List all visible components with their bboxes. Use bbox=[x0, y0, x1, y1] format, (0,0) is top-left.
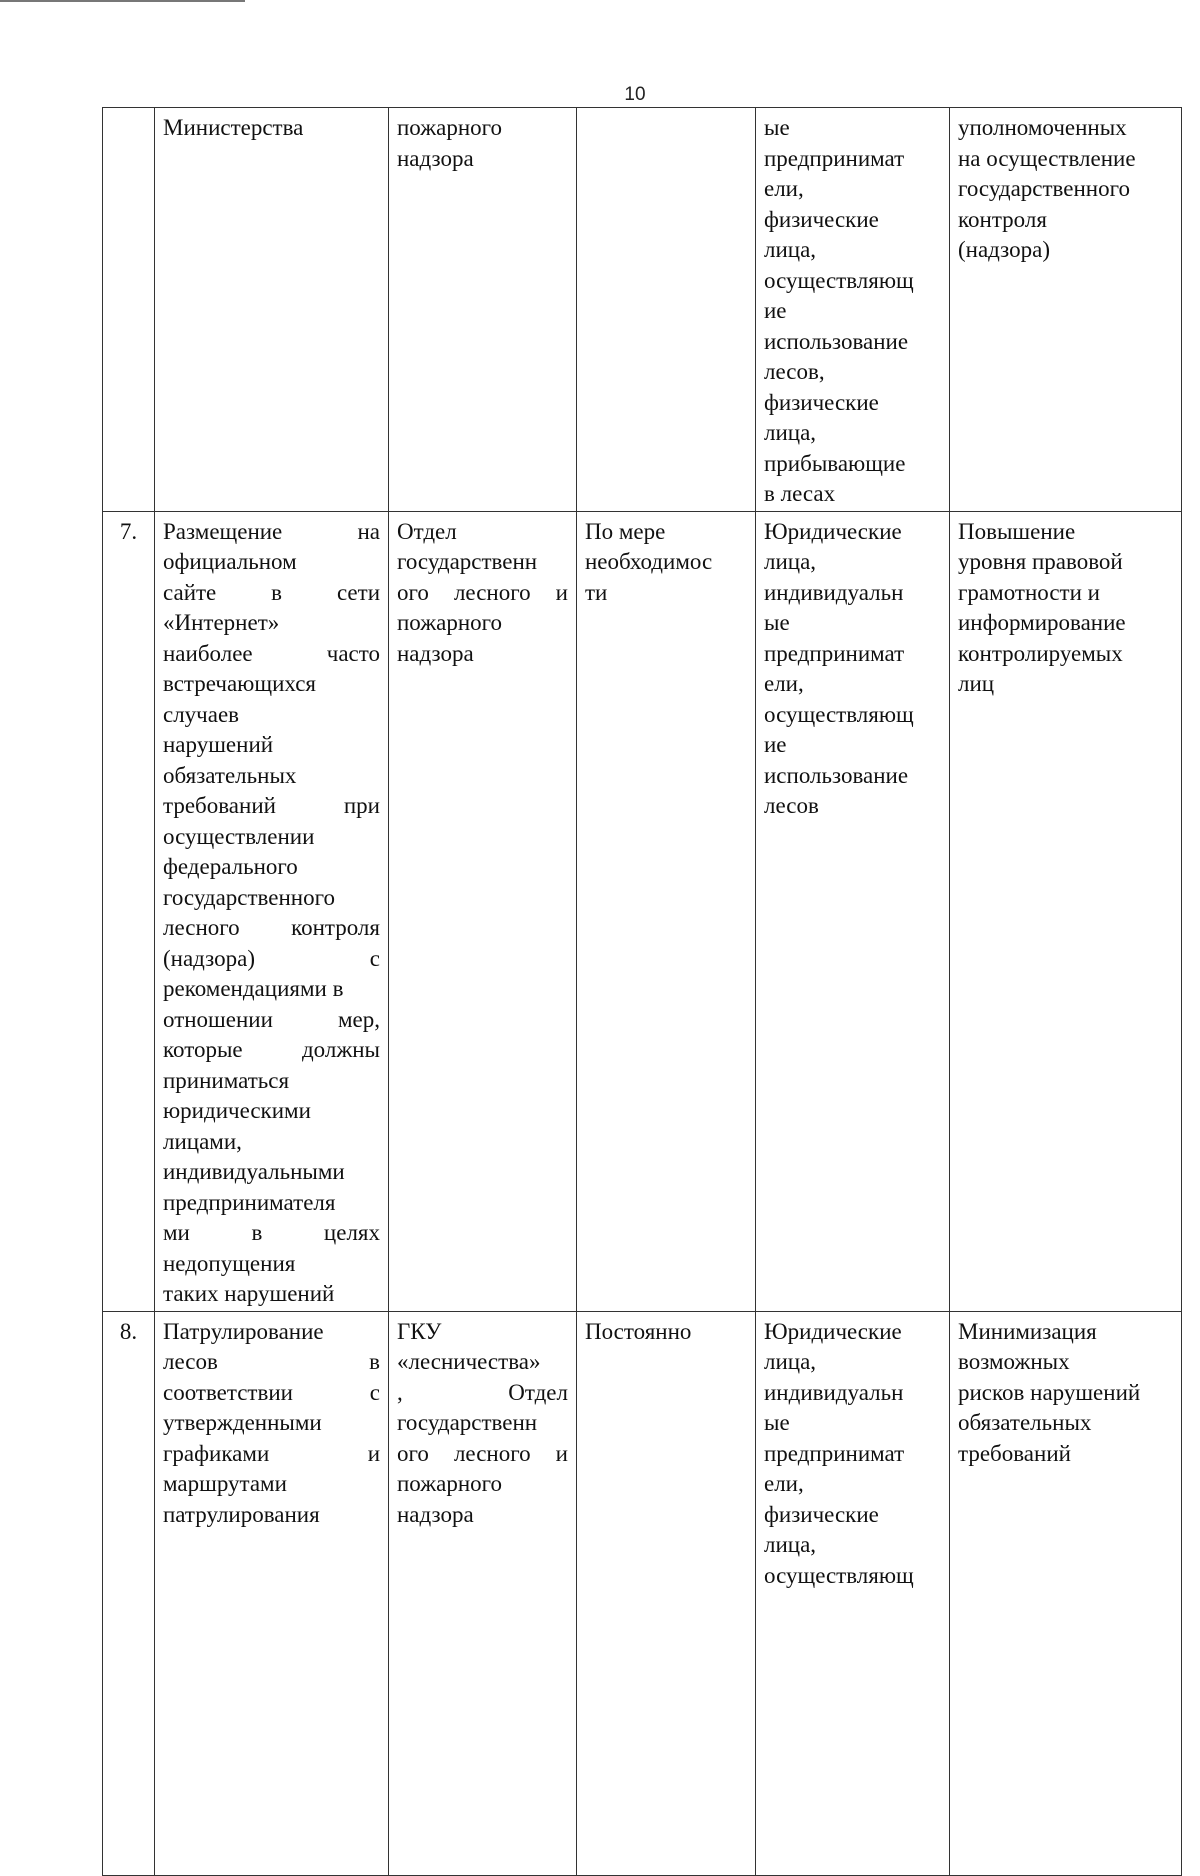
cell-text-line: ие bbox=[764, 298, 787, 323]
cell-text-line: лица, bbox=[764, 237, 817, 262]
cell-activity bbox=[155, 108, 389, 512]
cell-text-line: государственного bbox=[958, 176, 1130, 201]
scan-edge-mark bbox=[0, 0, 245, 2]
cell-text-line: пожарного bbox=[397, 1471, 503, 1496]
cell-text-line: сайте в сети bbox=[163, 579, 380, 605]
cell-activity bbox=[155, 1311, 389, 1875]
cell-text-line: Отдел bbox=[397, 518, 457, 544]
cell-text-line: приниматься bbox=[163, 1067, 290, 1093]
cell-result bbox=[950, 1311, 1182, 1875]
cell-number bbox=[103, 511, 155, 1311]
cell-text-line: в лесах bbox=[764, 481, 836, 506]
cell-text-line: использование bbox=[764, 328, 909, 354]
cell-text-line: надзора bbox=[397, 1501, 474, 1527]
cell-text-line: осуществляющ bbox=[764, 701, 914, 727]
cell-responsible bbox=[389, 1311, 577, 1875]
cell-text-line: лица, bbox=[764, 549, 817, 574]
cell-text-line: соответствии с bbox=[163, 1379, 380, 1405]
cell-text-line: государственн bbox=[397, 549, 538, 574]
cell-text-line: ые bbox=[764, 115, 790, 140]
cell-number bbox=[103, 108, 155, 512]
cell-text-line: пожарного bbox=[397, 115, 503, 140]
cell-text-line: , Отдел bbox=[397, 1379, 568, 1405]
cell-text-line: ми в целях bbox=[163, 1220, 380, 1245]
cell-text-line: (надзора) с bbox=[163, 945, 380, 971]
cell-text-line: необходимос bbox=[585, 549, 713, 574]
cell-text-line: (надзора) bbox=[958, 237, 1050, 262]
cell-text-line: лица, bbox=[764, 1349, 817, 1374]
cell-text-line: лицами, bbox=[163, 1128, 242, 1154]
cell-text-line: таких нарушений bbox=[163, 1281, 335, 1306]
cell-text-line: физические bbox=[764, 1501, 879, 1527]
cell-deadline bbox=[577, 1311, 756, 1875]
cell-deadline bbox=[577, 511, 756, 1311]
cell-text-line: физические bbox=[764, 389, 879, 415]
cell-text-line: грамотности и bbox=[958, 579, 1100, 605]
cell-text-line: Юридические bbox=[764, 1318, 902, 1344]
cell-text-line: осуществляющ bbox=[764, 267, 914, 293]
cell-text-line: федерального bbox=[163, 854, 298, 879]
cell-text-line: возможных bbox=[958, 1349, 1070, 1374]
cell-text-line: которые должны bbox=[163, 1037, 380, 1062]
cell-text-line: лесов в bbox=[163, 1349, 380, 1374]
cell-subjects bbox=[756, 1311, 950, 1875]
cell-text-line: недопущения bbox=[163, 1250, 296, 1276]
cell-text-line: уровня правовой bbox=[958, 549, 1123, 574]
cell-text-line: ели, bbox=[764, 176, 804, 201]
cell-result bbox=[950, 511, 1182, 1311]
cell-text-line: ые bbox=[764, 1410, 790, 1435]
cell-text-line: ые bbox=[764, 610, 790, 635]
cell-text-line: требований bbox=[958, 1440, 1071, 1466]
cell-text-line: отношении мер, bbox=[163, 1006, 380, 1032]
cell-text-line: ели, bbox=[764, 671, 804, 696]
cell-text-line: использование bbox=[764, 762, 909, 788]
cell-text-line: контролируемых bbox=[958, 640, 1123, 666]
cell-text-line: обязательных bbox=[958, 1410, 1092, 1435]
cell-text-line: контроля bbox=[958, 206, 1047, 232]
cell-text-line: предпринимат bbox=[764, 1440, 905, 1466]
cell-text-line: ГКУ bbox=[397, 1318, 442, 1344]
cell-text-line: надзора bbox=[397, 640, 474, 666]
cell-text-line: патрулирования bbox=[163, 1501, 320, 1527]
cell-subjects bbox=[756, 108, 950, 512]
cell-text-line: ого лесного и bbox=[397, 579, 568, 605]
cell-activity bbox=[155, 511, 389, 1311]
cell-text-line: ие bbox=[764, 732, 787, 757]
cell-text-line: информирование bbox=[958, 610, 1126, 635]
cell-text-line: уполномоченных bbox=[958, 115, 1127, 140]
cell-text-line: официальном bbox=[163, 549, 297, 574]
cell-text-line: юридическими bbox=[163, 1098, 311, 1123]
cell-text-line: Министерства bbox=[163, 115, 304, 140]
page-number: 10 bbox=[624, 84, 646, 105]
cell-deadline bbox=[577, 108, 756, 512]
cell-text-line: индивидуальн bbox=[764, 579, 904, 605]
cell-text-line: осуществлении bbox=[163, 823, 315, 849]
measures-table bbox=[102, 107, 1182, 1876]
cell-text-line: рекомендациями в bbox=[163, 976, 344, 1001]
cell-text-line: рисков нарушений bbox=[958, 1379, 1141, 1405]
row-number: 8. bbox=[119, 1318, 138, 1344]
cell-text-line: «лесничества» bbox=[397, 1349, 541, 1374]
cell-text-line: индивидуальными bbox=[163, 1159, 345, 1184]
cell-text-line: предпринимат bbox=[764, 640, 905, 666]
cell-text-line: индивидуальн bbox=[764, 1379, 904, 1405]
cell-text-line: лиц bbox=[958, 671, 995, 696]
cell-text-line: ого лесного и bbox=[397, 1440, 568, 1466]
cell-text-line: ти bbox=[585, 579, 608, 605]
cell-text-line: «Интернет» bbox=[163, 610, 280, 635]
cell-text-line: обязательных bbox=[163, 762, 297, 788]
cell-text-line: нарушений bbox=[163, 732, 274, 757]
row-number: 7. bbox=[119, 518, 138, 544]
cell-text-line: утвержденными bbox=[163, 1410, 322, 1435]
cell-subjects bbox=[756, 511, 950, 1311]
cell-text-line: государственн bbox=[397, 1410, 538, 1435]
cell-text-line: Размещение на bbox=[163, 518, 380, 544]
cell-responsible bbox=[389, 108, 577, 512]
cell-text-line: на осуществление bbox=[958, 145, 1136, 171]
cell-number bbox=[103, 1311, 155, 1875]
cell-result bbox=[950, 108, 1182, 512]
cell-text-line: физические bbox=[764, 206, 879, 232]
cell-text-line: лица, bbox=[764, 1532, 817, 1557]
cell-text-line: графиками и bbox=[163, 1440, 380, 1466]
cell-text-line: ели, bbox=[764, 1471, 804, 1496]
cell-text-line: Повышение bbox=[958, 518, 1076, 544]
cell-text-line: лица, bbox=[764, 420, 817, 445]
cell-text-line: лесов bbox=[764, 793, 819, 818]
table-row bbox=[103, 108, 1182, 512]
cell-text-line: надзора bbox=[397, 145, 474, 171]
cell-text-line: Минимизация bbox=[958, 1318, 1097, 1344]
cell-text-line: предпринимат bbox=[764, 145, 905, 171]
cell-text-line: Патрулирование bbox=[163, 1318, 324, 1344]
cell-text-line: требований при bbox=[163, 793, 380, 818]
cell-text-line: пожарного bbox=[397, 610, 503, 635]
table-row bbox=[103, 511, 1182, 1311]
cell-text-line: случаев bbox=[163, 701, 240, 727]
cell-text-line: государственного bbox=[163, 884, 335, 910]
cell-text-line: предпринимателя bbox=[163, 1189, 336, 1215]
cell-text-line: Постоянно bbox=[585, 1318, 692, 1344]
cell-text-line: маршрутами bbox=[163, 1471, 287, 1496]
table-row bbox=[103, 1311, 1182, 1875]
cell-responsible bbox=[389, 511, 577, 1311]
cell-text-line: прибывающие bbox=[764, 450, 906, 476]
cell-text-line: Юридические bbox=[764, 518, 902, 544]
cell-text-line: осуществляющ bbox=[764, 1562, 914, 1588]
cell-text-line: лесного контроля bbox=[163, 915, 380, 940]
cell-text-line: наиболее часто bbox=[163, 640, 380, 666]
cell-text-line: встречающихся bbox=[163, 671, 317, 696]
cell-text-line: лесов, bbox=[764, 359, 825, 384]
cell-text-line: По мере bbox=[585, 518, 666, 544]
